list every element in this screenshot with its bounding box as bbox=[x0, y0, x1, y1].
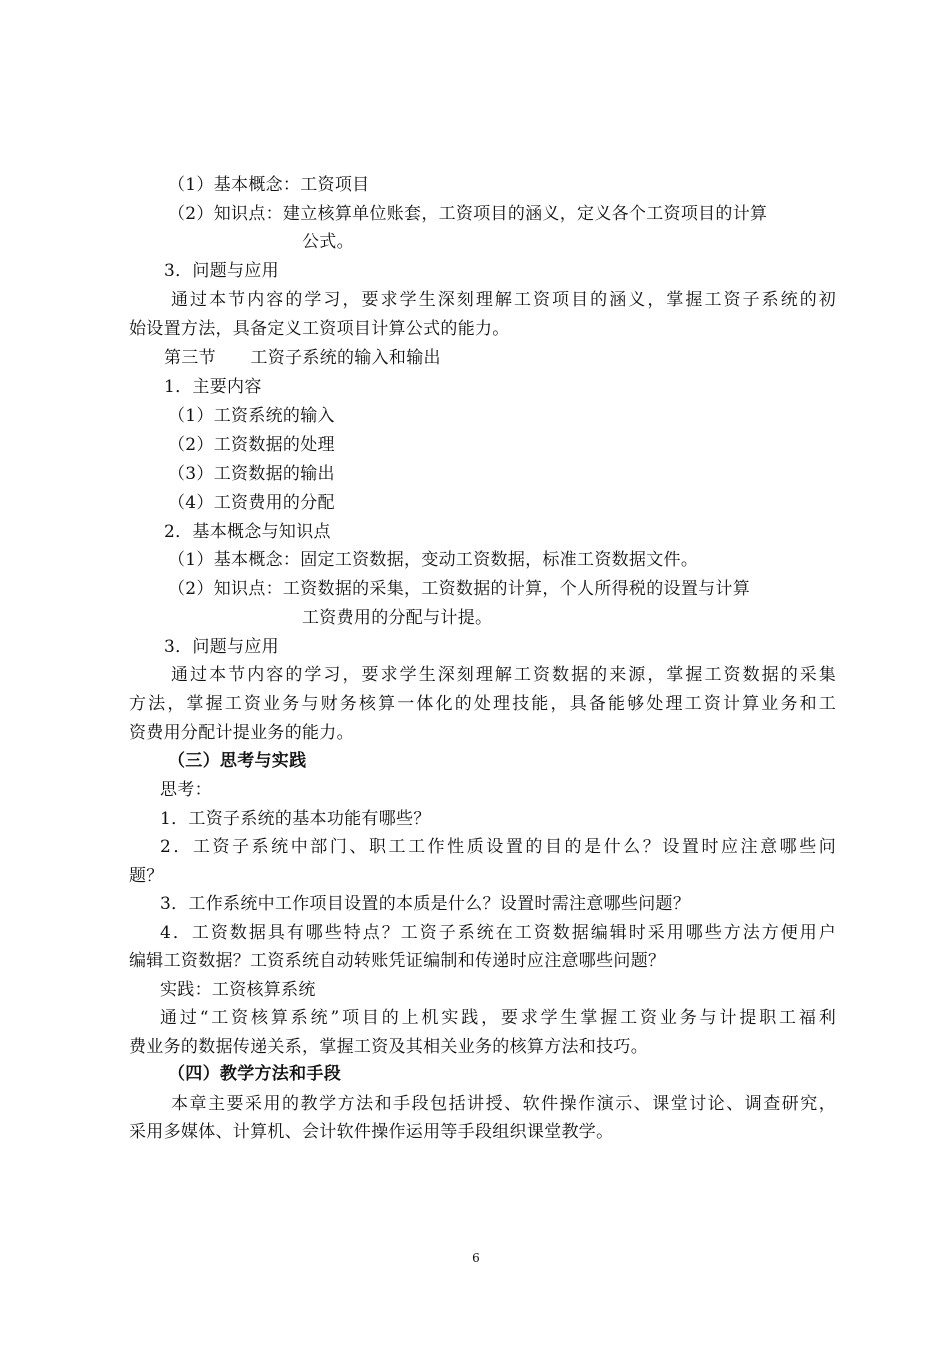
application-heading: 3．问题与应用 bbox=[164, 637, 279, 657]
main-content-heading: 1．主要内容 bbox=[164, 377, 262, 397]
basic-concept-line: （1）基本概念：固定工资数据，变动工资数据，标准工资数据文件。 bbox=[168, 550, 699, 570]
practice-label: 实践：工资核算系统 bbox=[160, 980, 316, 1000]
application-paragraph-line: 始设置方法，具备定义工资项目计算公式的能力。 bbox=[129, 319, 510, 339]
question-line: 1．工资子系统的基本功能有哪些？ bbox=[160, 809, 431, 829]
knowledge-points-continuation: 公式。 bbox=[302, 232, 354, 252]
question-line: 2．工资子系统中部门、职工工作性质设置的目的是什么？设置时应注意哪些问 bbox=[160, 837, 836, 857]
content-list-item: （1）工资系统的输入 bbox=[168, 406, 335, 426]
content-list-item: （4）工资费用的分配 bbox=[168, 493, 335, 513]
methods-paragraph-line: 本章主要采用的教学方法和手段包括讲授、软件操作演示、课堂讨论、调查研究， bbox=[171, 1094, 836, 1114]
application-paragraph-line: 方法，掌握工资业务与财务核算一体化的处理技能，具备能够处理工资计算业务和工 bbox=[129, 694, 836, 714]
application-paragraph-line: 通过本节内容的学习，要求学生深刻理解工资数据的来源，掌握工资数据的采集 bbox=[171, 665, 836, 685]
application-paragraph-line: 通过本节内容的学习，要求学生深刻理解工资项目的涵义，掌握工资子系统的初 bbox=[171, 290, 836, 310]
application-heading: 3．问题与应用 bbox=[164, 261, 279, 281]
basic-concept-line: （1）基本概念：工资项目 bbox=[168, 175, 370, 195]
knowledge-points-line: （2）知识点：建立核算单位账套，工资项目的涵义，定义各个工资项目的计算 bbox=[168, 204, 768, 224]
question-line: 3．工作系统中工作项目设置的本质是什么？设置时需注意哪些问题？ bbox=[160, 894, 691, 914]
application-paragraph-line: 资费用分配计提业务的能力。 bbox=[129, 723, 354, 743]
page-number: 6 bbox=[472, 1251, 480, 1265]
content-list-item: （2）工资数据的处理 bbox=[168, 435, 335, 455]
knowledge-points-line: （2）知识点：工资数据的采集，工资数据的计算，个人所得税的设置与计算 bbox=[168, 579, 751, 599]
teaching-methods-heading: （四）教学方法和手段 bbox=[168, 1064, 341, 1084]
content-list-item: （3）工资数据的输出 bbox=[168, 464, 335, 484]
question-line: 题？ bbox=[129, 866, 164, 886]
question-line: 4．工资数据具有哪些特点？工资子系统在工资数据编辑时采用哪些方法方便用户 bbox=[160, 923, 836, 943]
section-title: 第三节 工资子系统的输入和输出 bbox=[164, 348, 441, 368]
practice-paragraph-line: 通过“工资核算系统”项目的上机实践，要求学生掌握工资业务与计提职工福利 bbox=[160, 1008, 836, 1028]
methods-paragraph-line: 采用多媒体、计算机、会计软件操作运用等手段组织课堂教学。 bbox=[129, 1122, 614, 1142]
think-label: 思考： bbox=[160, 780, 212, 800]
concepts-heading: 2．基本概念与知识点 bbox=[164, 522, 331, 542]
knowledge-points-continuation: 工资费用的分配与计提。 bbox=[302, 608, 493, 628]
think-practice-heading: （三）思考与实践 bbox=[168, 751, 307, 771]
question-line: 编辑工资数据？工资系统自动转账凭证编制和传递时应注意哪些问题？ bbox=[129, 951, 666, 971]
practice-paragraph-line: 费业务的数据传递关系，掌握工资及其相关业务的核算方法和技巧。 bbox=[129, 1037, 648, 1057]
